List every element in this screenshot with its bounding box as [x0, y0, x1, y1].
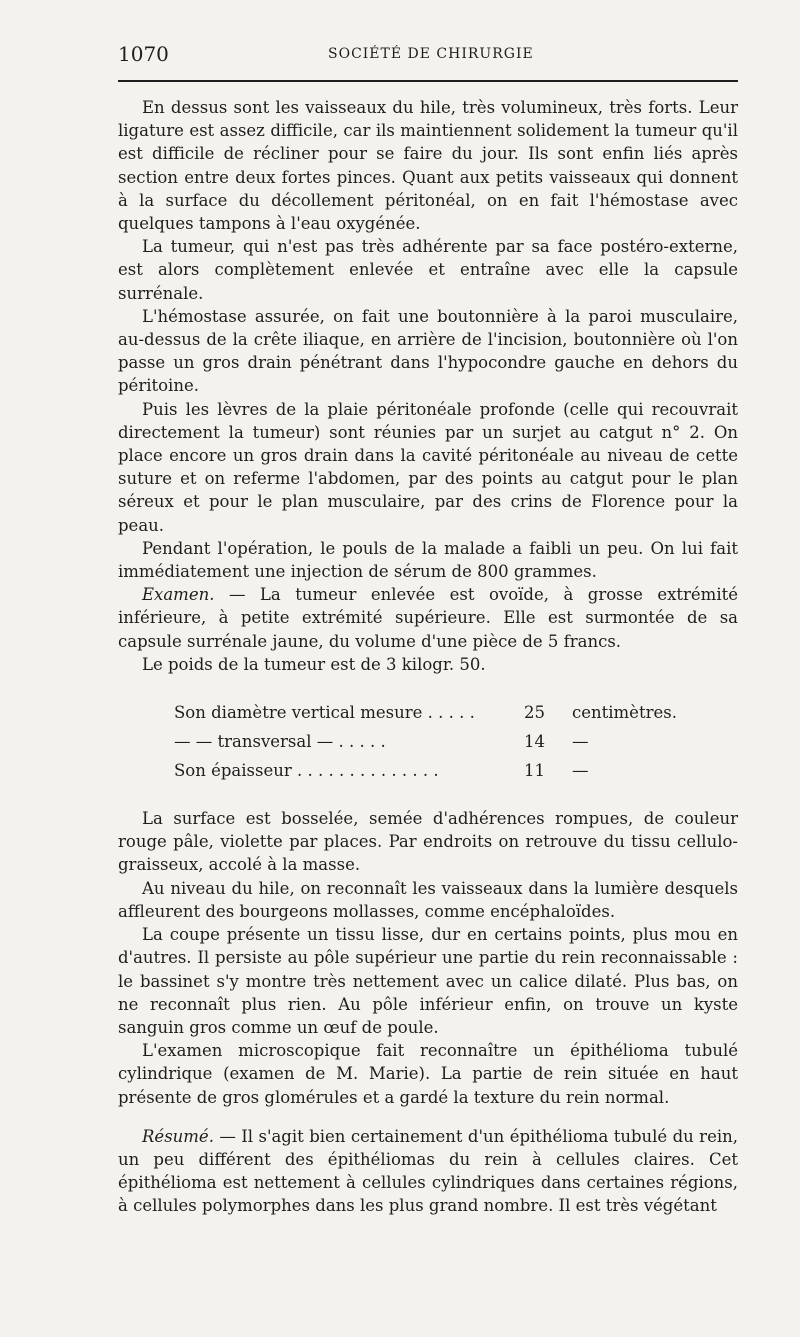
paragraph: L'examen microscopique fait reconnaître un épithélioma tubulé cylindrique (examen de M. Marie). La partie de rein située en haut présente de gros glomérules et a gardé la texture du rein normal. — [118, 1041, 738, 1107]
section-gap — [118, 1109, 738, 1125]
measurement-row — [174, 727, 694, 756]
resume-text: — Il s'agit bien certainement d'un épithélioma tubulé du rein, un peu différent des épithéliomas du rein à cellules claires. Cet épithélioma est nettement à cellules cylindriques dans certaines régions, à cellules polymorphes dans les plus grand nombre. Il est très végétant — [118, 1126, 738, 1216]
resume-paragraph — [118, 1125, 738, 1218]
page-number: 1070 — [118, 42, 169, 66]
body-text — [118, 96, 738, 1218]
measurement-label: Son épaisseur . . . . . . . . . . . . . . — [174, 760, 439, 780]
examen-text: — La tumeur enlevée est ovoïde, à grosse extrémité inférieure, à petite extrémité supérieure. Elle est surmontée de sa capsule surrénale jaune, du volume d'une pièce de 5 francs. — [118, 585, 738, 651]
examen-paragraph — [118, 583, 738, 653]
page-header — [118, 42, 738, 72]
weight-paragraph: Le poids de la tumeur est de 3 kilogr. 50. — [142, 654, 486, 674]
measurement-unit: — — [572, 731, 589, 751]
paragraph: La tumeur, qui n'est pas très adhérente par sa face postéro-externe, est alors complètement enlevée et entraîne avec elle la capsule surrénale. — [118, 237, 738, 303]
paragraph: L'hémostase assurée, on fait une boutonnière à la paroi musculaire, au-dessus de la crête iliaque, en arrière de l'incision, boutonnière où l'on passe un gros drain pénétrant dans l'hypocondre gauche en dehors du péritoine. — [118, 306, 738, 396]
measurement-row — [174, 698, 694, 727]
measurement-value: 25 — [524, 702, 545, 722]
paragraph: Puis les lèvres de la plaie péritonéale profonde (celle qui recouvrait directement la tumeur) sont réunies par un surjet au catgut n° 2. On place encore un gros drain dans la cavité péritonéale au niveau de cette suture et on referme l'abdomen, par des points au catgut pour le plan séreux et pour le plan musculaire, par des crins de Florence pour la peau. — [118, 399, 738, 535]
paragraph: Pendant l'opération, le pouls de la malade a faibli un peu. On lui fait immédiatement une injection de sérum de 800 grammes. — [118, 538, 738, 582]
measurement-value: 14 — [524, 731, 545, 751]
paragraph: La surface est bosselée, semée d'adhérences rompues, de couleur rouge pâle, violette par places. Par endroits on retrouve du tissu cellulo-graisseux, accolé à la masse. — [118, 809, 738, 875]
measurement-unit: centimètres. — [572, 702, 677, 722]
measurement-value: 11 — [524, 760, 545, 780]
header-rule — [118, 80, 738, 82]
paragraph: La coupe présente un tissu lisse, dur en certains points, plus mou en d'autres. Il persiste au pôle supérieur une partie du rein reconnaissable : le bassinet s'y montre très nettement avec un calice dilaté. Plus bas, on ne reconnaît plus rien. Au pôle inférieur enfin, on trouve un kyste sanguin gros comme un œuf de poule. — [118, 925, 738, 1037]
examen-label: Examen. — [142, 585, 215, 605]
resume-label: Résumé. — [142, 1126, 214, 1146]
measurement-label: — — transversal — . . . . . — [174, 731, 386, 751]
running-head: SOCIÉTÉ DE CHIRURGIE — [328, 46, 534, 62]
measurement-row — [174, 756, 694, 785]
measurement-unit: — — [572, 760, 589, 780]
measurement-label: Son diamètre vertical mesure . . . . . — [174, 702, 475, 722]
paragraph: Au niveau du hile, on reconnaît les vaisseaux dans la lumière desquels affleurent des bourgeons mollasses, comme encéphaloïdes. — [118, 878, 738, 921]
measurements-table — [174, 698, 694, 785]
paragraph: En dessus sont les vaisseaux du hile, très volumineux, très forts. Leur ligature est assez difficile, car ils maintiennent solidement la tumeur qu'il est difficile de récliner pour se faire du jour. Ils sont enfin liés après section entre deux fortes pinces. Quant aux petits vaisseaux qui donnent à la surface du décollement péritonéal, on en fait l'hémostase avec quelques tampons à l'eau oxygénée. — [118, 98, 738, 234]
